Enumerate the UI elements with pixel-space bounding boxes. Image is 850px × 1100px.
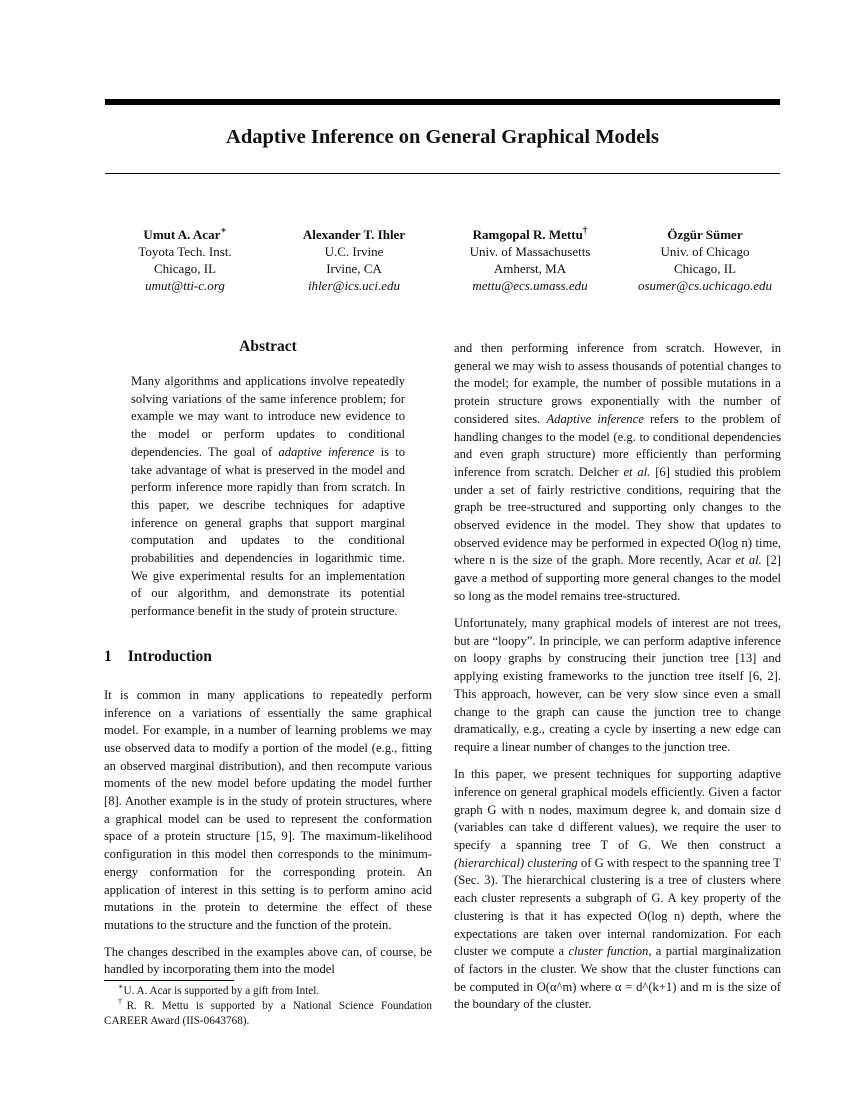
author-email: osumer@cs.uchicago.edu [638, 278, 772, 293]
author-name: Ramgopal R. Mettu† [472, 225, 588, 242]
footnote: †R. R. Mettu is supported by a National Science Foundation CAREER Award (IIS-0643768). [104, 997, 432, 1027]
abstract-text: Many algorithms and applications involve repeatedly solving variations of the same inference problem; for example we may want to introduce new evidence to the model or perform updates to conditional dependencies. The goal of adaptive inference is to take advantage of what is preserved in the model and perform inference more rapidly than from scratch. In this paper, we describe techniques for adaptive inference on general graphs that support marginal computation and updates to the conditional probabilities and dependencies in logarithmic time. We give experimental results for an implementation of our algorithm, and demonstrate its potential performance benefit in the study of protein structure. [131, 374, 405, 619]
intro-paragraph: It is common in many applications to repeatedly perform inference on a variations of essentially the same graphical model. For example, in a number of learning problems we may use observed data to modify a portion of the model (e.g., fitting an observed marginal distribution), and then recompute various moments of the new model before updating the model further [8]. Another example is in the study of protein structures, where a graphical model can be used to represent the conformation space of a protein structure [15, 9]. The maximum-likelihood configuration in this model then corresponds to the minimum-energy conformation for the corresponding protein. An application of interest in this setting is to perform amino acid mutations in the protein to determine the effect of these mutations to the structure and the function of the protein. [104, 687, 432, 932]
author-block [470, 226, 591, 294]
left-column [104, 336, 432, 988]
body-paragraph: In this paper, we present techniques for supporting adaptive inference on general graphical models efficiently. Given a factor graph G with n nodes, maximum degree k, and domain size d (variables can take d different values), we require the user to specify a spanning tree T of G. We then construct a (hierarchical) clustering of G with respect to the spanning tree T (Sec. 3). The hierarchical clustering is a tree of clusters where each cluster represents a subgraph of G. A key property of the clustering is that it has expected O(log n) depth, where the expectations are taken over internal randomization. For each cluster we compute a cluster function, a partial marginalization of factors in the cluster. We show that the cluster functions can be computed in O(α^m) where α = d^(k+1) and m is the size of the boundary of the cluster. [454, 767, 781, 1012]
footnote: ∗U. A. Acar is supported by a gift from Intel. [118, 982, 320, 997]
author-block [638, 226, 772, 294]
author-location: Amherst, MA [493, 261, 567, 276]
author-name: Alexander T. Ihler [302, 227, 406, 242]
author-block [138, 226, 231, 294]
author-name: Umut A. Acar∗ [143, 225, 227, 242]
abstract-heading: Abstract [239, 338, 297, 355]
author-name: Özgür Sümer [667, 227, 743, 242]
author-affiliation: Univ. of Chicago [660, 244, 750, 259]
section-title: Introduction [127, 647, 212, 665]
author-email: umut@tti-c.org [145, 278, 225, 293]
footnote-rule [104, 980, 234, 981]
author-email: ihler@ics.uci.edu [307, 278, 401, 293]
header-rule-bottom [105, 173, 780, 174]
author-block [303, 226, 405, 294]
author-email: mettu@ecs.umass.edu [472, 278, 588, 293]
footnotes [104, 984, 432, 1029]
author-affiliation: U.C. Irvine [324, 244, 384, 259]
section-heading [104, 646, 432, 668]
author-affiliation: Toyota Tech. Inst. [138, 244, 232, 259]
author-affiliation: Univ. of Massachusetts [469, 244, 591, 259]
section-number: 1 [104, 647, 112, 665]
body-paragraph: Unfortunately, many graphical models of interest are not trees, but are “loopy”. In principle, we can perform adaptive inference on loopy graphs by construcing their junction tree [13] and applying existing frameworks to the junction tree itself [6, 2]. This approach, however, can be very slow since even a small change to the graph can cause the junction tree to change dramatically, e.g., creating a cycle by inserting a new edge can require a linear number of changes to the junction tree. [454, 616, 781, 754]
right-column [454, 340, 781, 1024]
intro-paragraph: The changes described in the examples above can, of course, be handled by incorporating them into the model [104, 944, 432, 977]
author-location: Chicago, IL [153, 261, 217, 276]
header-rule-top [105, 99, 780, 105]
author-location: Chicago, IL [673, 261, 737, 276]
body-paragraph: and then performing inference from scratch. However, in general we may wish to assess thousands of potential changes to the model; for example, the number of possible mutations in a protein structure grows exponentially with the number of considered sites. Adaptive inference refers to the problem of handling changes to the model (e.g. to conditional dependencies and even graph structure) more efficiently than performing inference from scratch. Delcher et al. [6] studied this problem under a set of fairly restrictive conditions, requiring that the graph be tree-structured and supporting only changes to the observed evidence in the model. They show that updates to observed evidence may be performed in expected O(log n) time, where n is the size of the graph. More recently, Acar et al. [2] gave a method of supporting more general changes to the model so long as the model remains tree-structured. [454, 341, 782, 603]
paper-title: Adaptive Inference on General Graphical Models [226, 126, 659, 148]
author-location: Irvine, CA [326, 261, 382, 276]
